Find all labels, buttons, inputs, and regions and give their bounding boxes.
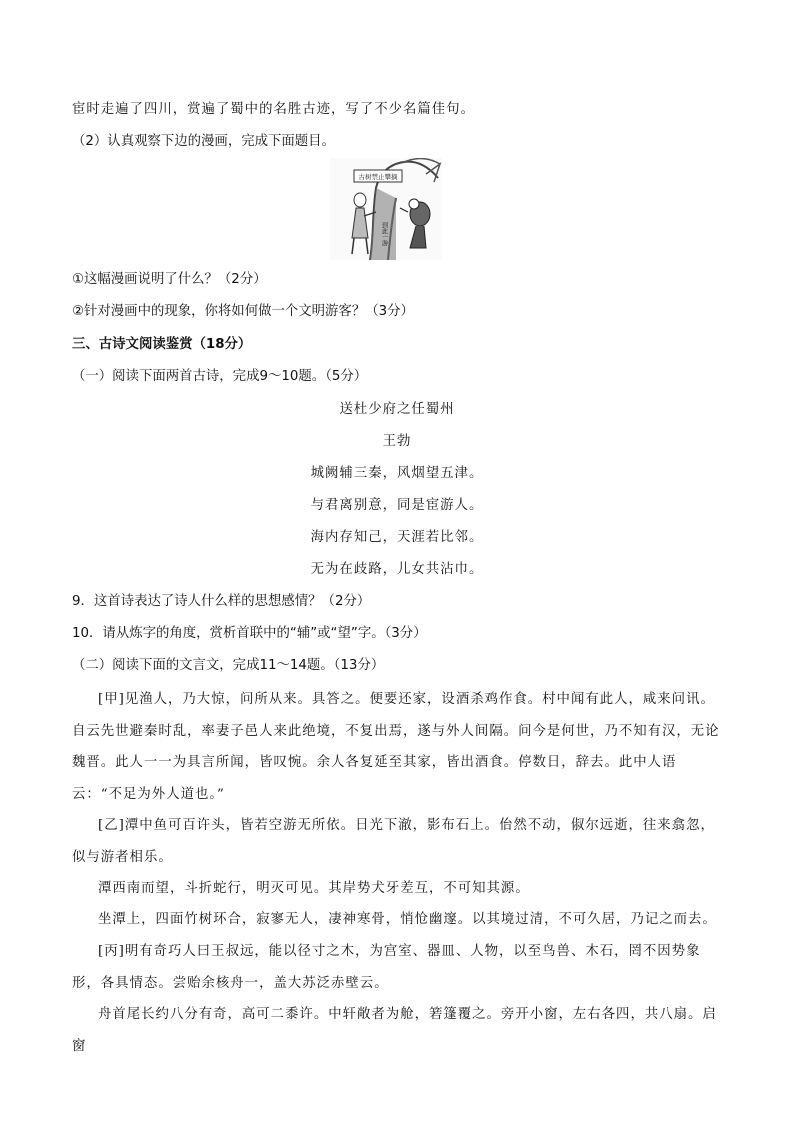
question-9: 9．这首诗表达了诗人什么样的思想感情？（2分） [72, 594, 371, 609]
passage-yi: [乙]潭中鱼可百许头，皆若空游无所依。日光下澈，影布石上。佁然不动，俶尔远逝，往来翕忽，似与游者相乐。 [72, 818, 715, 865]
poem-line: 城阙辅三秦，风烟望五津。 [310, 466, 484, 481]
passage-jia: [甲]见渔人，乃大惊，问所从来。具答之。便要还家，设酒杀鸡作食。村中闻有此人，咸来问讯。自云先世避秦时乱，率妻子邑人来此绝境，不复出焉，遂与外人间隔。问今是何世，乃不知有汉，无论魏晋。此人一一为具言所闻，皆叹惋。余人各复延至其家，皆出酒食。停数日，辞去。此中人语云：“不足为外人道也。” [72, 692, 720, 802]
text-line-continuation: 宦时走遍了四川，赏遍了蜀中的名胜古迹，写了不少名篇佳句。 [72, 102, 475, 117]
question-10: 10．请从炼字的角度，赏析首联中的“辅”或“望”字。（3分） [72, 626, 427, 641]
section-3-heading: 三、古诗文阅读鉴赏（18分） [72, 337, 252, 352]
cartoon-sign-text: 古树禁止攀摘 [358, 173, 398, 181]
poem-line: 海内存知己，天涯若比邻。 [310, 530, 484, 545]
subsection-2-heading: （二）阅读下面的文言文，完成11～14题。（13分） [72, 658, 385, 673]
question-c2: ②针对漫画中的现象，你将如何做一个文明游客？（3分） [72, 304, 414, 319]
cartoon-illustration [330, 158, 442, 260]
poem-line: 与君离别意，同是宦游人。 [310, 498, 484, 513]
cartoon-trunk-text: 到此一游 [380, 222, 388, 246]
poem-line: 无为在歧路，儿女共沾巾。 [310, 562, 484, 577]
question-c1: ①这幅漫画说明了什么？（2分） [72, 272, 267, 287]
subsection-1-heading: （一）阅读下面两首古诗，完成9～10题。（5分） [72, 369, 368, 384]
passage-bing-2: 舟首尾长约八分有奇，高可二黍许。中轩敞者为舱，箬篷覆之。旁开小窗，左右各四，共八扇。启窗 [72, 1007, 717, 1054]
passage-bing: [丙]明有奇巧人曰王叔远，能以径寸之木，为宫室、器皿、人物，以至鸟兽、木石，罔不因势象形，各具情态。尝贻余核舟一，盖大苏泛赤壁云。 [72, 944, 701, 991]
question-2-prompt: （2）认真观察下边的漫画，完成下面题目。 [72, 134, 335, 149]
poem-author: 王勃 [382, 434, 412, 449]
passage-yi-2: 潭西南而望，斗折蛇行，明灭可见。其岸势犬牙差互，不可知其源。 [98, 881, 530, 896]
passage-yi-3: 坐潭上，四面竹树环合，寂寥无人，凄神寒骨，悄怆幽邃。以其境过清，不可久居，乃记之而去。 [98, 912, 717, 927]
poem-title: 送杜少府之任蜀州 [339, 402, 455, 417]
